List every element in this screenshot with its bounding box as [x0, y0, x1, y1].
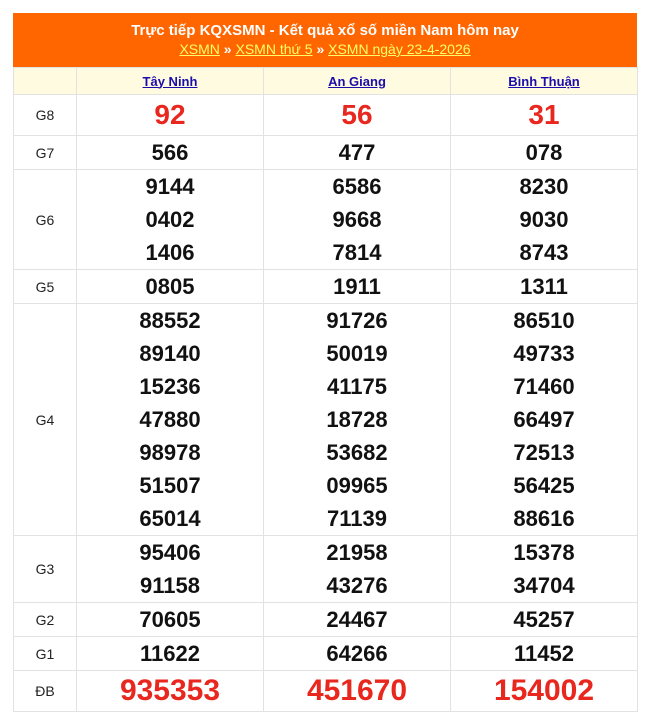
prize-cell — [451, 170, 638, 270]
prize-number: 21958 — [326, 540, 388, 565]
prize-number: 11622 — [140, 641, 200, 666]
prize-number: 15236 — [139, 374, 201, 399]
prize-table-body — [14, 95, 638, 712]
prize-number: 477 — [338, 140, 376, 165]
prize-number: 49733 — [513, 341, 575, 366]
prize-row-g8 — [14, 95, 638, 136]
prize-number: 91726 — [326, 308, 388, 333]
prize-number: 65014 — [139, 506, 201, 531]
prize-number: 9668 — [332, 207, 382, 232]
prize-number: 53682 — [326, 440, 388, 465]
prize-cell — [264, 536, 451, 603]
prize-row-g2 — [14, 603, 638, 637]
prize-number: 9144 — [145, 174, 195, 199]
prize-cell — [264, 603, 451, 637]
prize-number: 95406 — [139, 540, 201, 565]
prize-number: 9030 — [519, 207, 569, 232]
prize-number: 51507 — [139, 473, 201, 498]
prize-number: 71139 — [327, 506, 387, 531]
prize-row-g1 — [14, 637, 638, 671]
prize-row-g5 — [14, 270, 638, 304]
prize-number: 47880 — [139, 407, 201, 432]
prize-label: G5 — [14, 270, 77, 304]
prize-row-g7 — [14, 136, 638, 170]
prize-cell — [264, 637, 451, 671]
prize-label: G4 — [14, 304, 77, 536]
prize-cell — [77, 270, 264, 304]
prize-cell — [451, 304, 638, 536]
prize-number: 15378 — [513, 540, 575, 565]
prize-cell — [264, 270, 451, 304]
prize-number: 24467 — [326, 607, 388, 632]
prize-number: 1406 — [145, 240, 195, 265]
province-header-an-giang — [264, 68, 451, 95]
prize-number: 45257 — [513, 607, 575, 632]
prize-label: G6 — [14, 170, 77, 270]
prize-number: 1911 — [333, 274, 381, 299]
prize-row-g6 — [14, 170, 638, 270]
prize-number: 71460 — [513, 374, 575, 399]
prize-number: 0402 — [145, 207, 195, 232]
prize-number: 078 — [525, 140, 563, 165]
prize-number: 66497 — [513, 407, 575, 432]
prize-number: 70605 — [139, 607, 201, 632]
province-header-row — [14, 68, 638, 95]
page-title: Trực tiếp KQXSMN - Kết quả xổ số miền Nam hôm nay — [131, 22, 519, 39]
prize-number: 1311 — [520, 274, 568, 299]
province-header-tay-ninh — [77, 68, 264, 95]
prize-number: 935353 — [119, 674, 221, 707]
prize-number: 41175 — [327, 374, 387, 399]
prize-cell — [264, 170, 451, 270]
prize-cell — [451, 95, 638, 136]
prize-row-special — [14, 671, 638, 712]
prize-number: 92 — [154, 99, 186, 130]
prize-number: 31 — [528, 99, 560, 130]
prize-label: G1 — [14, 637, 77, 671]
prize-number: 451670 — [306, 674, 408, 707]
prize-label: G8 — [14, 95, 77, 136]
prize-number: 8743 — [519, 240, 569, 265]
prize-number: 154002 — [493, 674, 595, 707]
prize-number: 98978 — [139, 440, 201, 465]
prize-row-g3 — [14, 536, 638, 603]
prize-cell — [451, 270, 638, 304]
prize-cell — [77, 136, 264, 170]
prize-label: G3 — [14, 536, 77, 603]
prize-row-g4 — [14, 304, 638, 536]
prize-number: 566 — [151, 140, 189, 165]
prize-cell — [451, 536, 638, 603]
results-container — [13, 13, 637, 712]
prize-number: 56425 — [513, 473, 575, 498]
prize-cell — [77, 637, 264, 671]
prize-number: 18728 — [326, 407, 388, 432]
prize-number: 88552 — [139, 308, 201, 333]
prize-number: 72513 — [513, 440, 575, 465]
prize-number: 64266 — [326, 641, 388, 666]
breadcrumb-xsmn-link[interactable]: XSMN — [179, 41, 220, 57]
prize-number: 89140 — [139, 341, 201, 366]
prize-cell — [264, 95, 451, 136]
prize-cell — [77, 536, 264, 603]
breadcrumb — [13, 40, 637, 59]
prize-label: G7 — [14, 136, 77, 170]
prize-number: 09965 — [326, 473, 388, 498]
prize-number: 8230 — [519, 174, 569, 199]
prize-label: ĐB — [14, 671, 77, 712]
prize-number: 0805 — [145, 274, 195, 299]
prize-number: 50019 — [326, 341, 388, 366]
prize-number: 86510 — [513, 308, 575, 333]
prize-cell — [264, 304, 451, 536]
prize-number: 91158 — [140, 573, 200, 598]
breadcrumb-date-link[interactable]: XSMN ngày 23-4-2026 — [328, 41, 471, 57]
prize-number: 56 — [341, 99, 373, 130]
prize-number: 6586 — [332, 174, 382, 199]
prize-cell — [264, 136, 451, 170]
province-link-tay-ninh[interactable]: Tây Ninh — [142, 73, 198, 89]
prize-cell — [451, 603, 638, 637]
province-link-an-giang[interactable]: An Giang — [328, 73, 386, 89]
prize-cell — [451, 136, 638, 170]
prize-cell — [77, 304, 264, 536]
prize-cell — [264, 671, 451, 712]
breadcrumb-separator: » — [223, 41, 232, 57]
prize-number: 11452 — [514, 641, 574, 666]
breadcrumb-separator: » — [316, 41, 325, 57]
results-table — [13, 67, 638, 712]
results-header — [13, 13, 637, 67]
prize-number: 88616 — [513, 506, 575, 531]
province-link-binh-thuan[interactable]: Bình Thuận — [508, 73, 580, 89]
breadcrumb-thu5-link[interactable]: XSMN thứ 5 — [235, 41, 313, 57]
prize-cell — [451, 671, 638, 712]
prize-cell — [77, 671, 264, 712]
prize-cell — [77, 603, 264, 637]
prize-label: G2 — [14, 603, 77, 637]
prize-number: 7814 — [332, 240, 382, 265]
prize-cell — [77, 95, 264, 136]
prize-number: 43276 — [326, 573, 388, 598]
province-header-binh-thuan — [451, 68, 638, 95]
prize-cell — [451, 637, 638, 671]
prize-header-cell — [14, 68, 77, 95]
prize-number: 34704 — [513, 573, 575, 598]
prize-cell — [77, 170, 264, 270]
